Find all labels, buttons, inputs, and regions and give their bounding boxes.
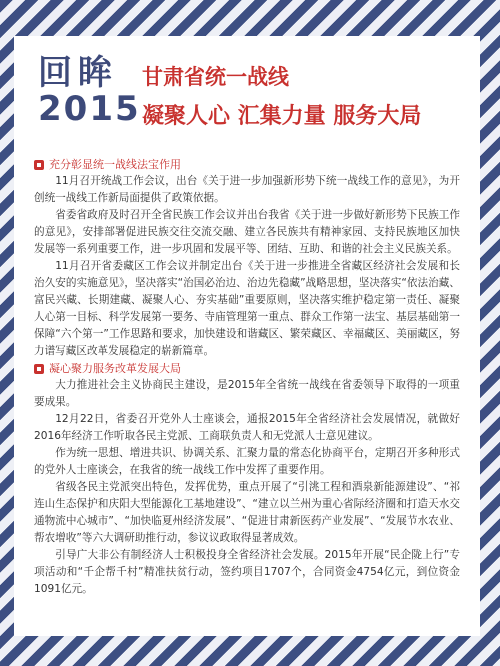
paragraph: 12月22日，省委召开党外人士座谈会，通报2015年全省经济社会发展情况，就做好2016年经济工作听取各民主党派、工商联负责人和无党派人士意见建议。: [34, 413, 460, 442]
hero-title-block: [38, 53, 141, 129]
section-heading: [34, 360, 460, 377]
paragraph: 作为统一思想、增进共识、协调关系、汇聚力量的常态化协商平台，定期召开多种形式的党外人士座谈会，在我省的统一战线工作中发挥了重要作用。: [34, 447, 460, 476]
section-marker-icon: [34, 160, 44, 170]
hero-heading-line2: 凝聚人心 汇集力量 服务大局: [142, 104, 422, 129]
section-marker-icon: [34, 364, 44, 374]
paragraph: 11月召开统战工作会议，出台《关于进一步加强新形势下统一战线工作的意见》，为开创统一战线工作新局面提供了政策依据。: [34, 175, 460, 204]
hero-title: 回眸: [38, 53, 118, 93]
paragraph: 省委省政府及时召开全省民族工作会议并出台我省《关于进一步做好新形势下民族工作的意见》，安排部署促进民族交往交流交融、建立各民族共有精神家园、支持民族地区加快发展等一系列重要工作，进一步巩固和发展平等、团结、互助、和谐的社会主义民族关系。: [34, 209, 460, 255]
paragraph: 引导广大非公有制经济人士积极投身全省经济社会发展。2015年开展“民企陇上行”专项活动和“千企帮千村”精准扶贫行动，签约项目1707个，合同资金4754亿元，到位资金1091亿元。: [34, 549, 460, 595]
section-heading-text: 充分彰显统一战线法宝作用: [49, 158, 181, 171]
article-card: [14, 36, 480, 636]
paragraph: 11月召开省委藏区工作会议并制定出台《关于进一步推进全省藏区经济社会发展和长治久安的实施意见》，坚决落实“治国必治边、治边先稳藏”战略思想，坚决落实“依法治藏、富民兴藏、长期建藏、凝聚人心、夯实基础”重要原则，坚决落实维护稳定第一责任、凝聚人心第一目标、科学发展第一要务、寺庙管理第一重点、群众工作第一法宝、基层基础第一保障“六个第一”工作思路和要求，加快建设和谐藏区、繁荣藏区、幸福藏区、美丽藏区，努力谱写藏区改革发展稳定的崭新篇章。: [34, 260, 460, 357]
hero-heading: [142, 62, 470, 134]
hero-year: 2015: [38, 89, 141, 129]
section-heading-text: 凝心聚力服务改革发展大局: [49, 362, 181, 375]
paragraph: 大力推进社会主义协商民主建设，是2015年全省统一战线在省委领导下取得的一项重要成果。: [34, 379, 460, 408]
section-heading: [34, 156, 460, 173]
paragraph: 省级各民主党派突出特色，发挥优势，重点开展了“引洮工程和酒泉新能源建设”、“祁连山生态保护和庆阳大型能源化工基地建设”、“建立以兰州为重心省际经济圈和打造天水交通物流中心城市”、“加快临夏州经济发展”、“促进甘肃新医药产业发展”、“发展节水农业、帮农增收”等六大调研助推行动，参议议政取得显著成效。: [34, 481, 460, 544]
hero-heading-line1: 甘肃省统一战线: [142, 65, 289, 89]
article-body: [34, 156, 460, 598]
